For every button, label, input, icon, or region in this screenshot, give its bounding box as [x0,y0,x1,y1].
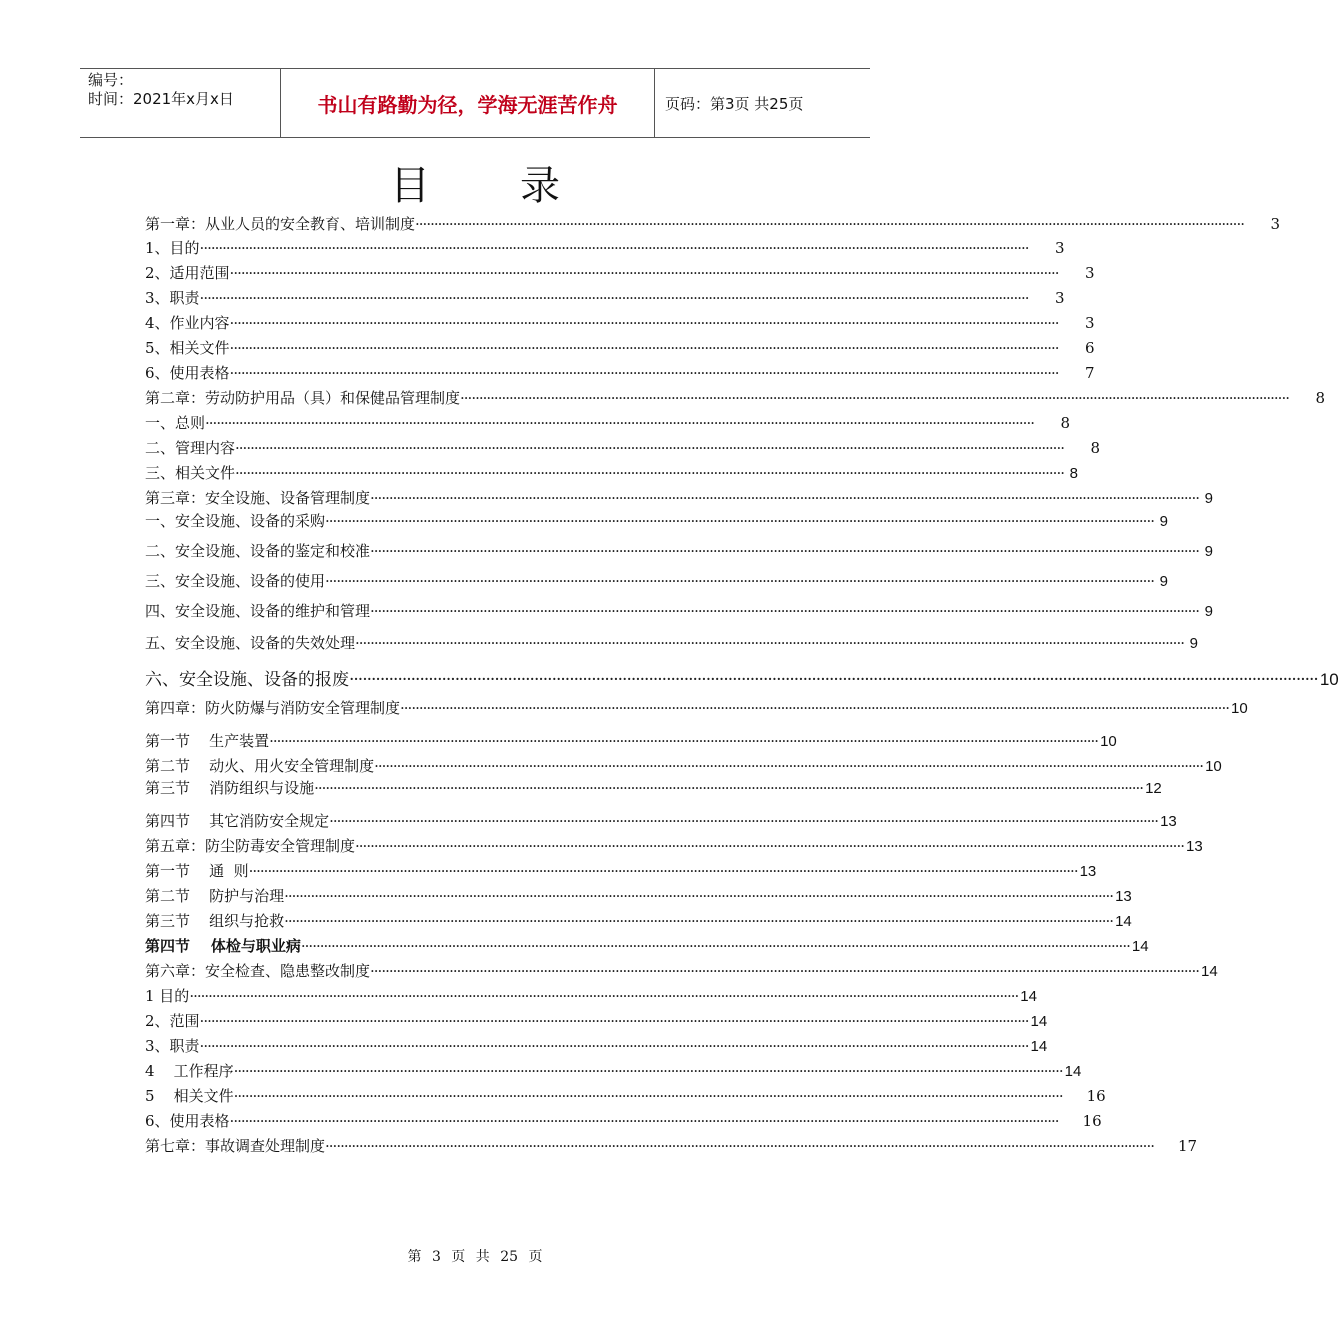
toc-leader-dots: ···························································································································································································································· [229,339,1059,357]
toc-leader-dots: ···························································································································································································································· [370,542,1199,560]
toc-entry-title: 第二节 动火、用火安全管理制度 [145,757,375,775]
toc-entry-title: 6、使用表格 [145,1112,230,1130]
toc-entry-page: 9 [1159,513,1168,530]
toc-leader-dots: ···························································································································································································································· [329,812,1159,830]
toc-entry-title: 2、范围 [145,1012,200,1030]
toc-entry[interactable] [145,213,1280,234]
toc-leader-dots: ···························································································································································································································· [235,464,1064,482]
toc-leader-dots: ···························································································································································································································· [199,239,1029,257]
toc-entry-page: 14 [1201,963,1218,980]
toc-entry[interactable] [145,287,1065,308]
toc-entry[interactable] [145,262,1095,283]
toc-entry-page: 10 [1231,700,1248,717]
toc-entry-page: 13 [1186,838,1203,855]
toc-entry-title: 三、相关文件 [145,464,236,482]
toc-entry-page: 9 [1204,603,1213,620]
toc-entry[interactable] [145,960,1218,981]
toc-leader-dots: ···························································································································································································································· [284,887,1114,905]
toc-entry-title: 第六章：安全检查、隐患整改制度 [145,962,371,980]
toc-entry[interactable] [145,337,1095,358]
toc-entry-title: 第四节 体检与职业病 [145,937,301,955]
toc-entry-page: 14 [1020,988,1037,1005]
toc-entry-page: 9 [1189,635,1198,652]
toc-entry-page: 3 [1054,239,1065,257]
toc-entry-page: 3 [1270,215,1280,233]
toc-entry-page: 7 [1084,364,1095,382]
toc-entry[interactable] [145,312,1095,333]
toc-entry[interactable] [145,237,1065,258]
header-motto: 书山有路勤为径，学海无涯苦作舟 [281,69,655,137]
toc-entry[interactable] [145,1035,1048,1056]
toc-entry-title: 5 相关文件 [145,1087,234,1105]
toc-entry-page: 13 [1079,863,1097,880]
toc-leader-dots: ···························································································································································································································· [355,837,1184,855]
toc-entry[interactable] [145,437,1100,458]
toc-leader-dots: ···························································································································································································································· [349,670,1318,690]
toc-entry-title: 第一节 生产装置 [145,732,270,750]
page-title: 目录 [390,163,650,209]
toc-leader-dots: ···························································································································································································································· [199,289,1029,307]
toc-entry[interactable] [145,910,1132,931]
toc-entry-page: 13 [1160,813,1177,830]
toc-entry-page: 8 [1060,414,1070,432]
toc-leader-dots: ···························································································································································································································· [235,439,1064,457]
toc-entry-page: 9 [1204,543,1213,560]
toc-entry-title: 三、安全设施、设备的使用 [145,572,326,590]
toc-leader-dots: ···························································································································································································································· [284,912,1114,930]
toc-leader-dots: ···························································································································································································································· [400,699,1229,717]
toc-entry[interactable] [145,487,1213,508]
toc-entry[interactable] [145,510,1168,531]
toc-entry-page: 8 [1069,465,1078,482]
toc-entry-page: 13 [1115,888,1132,905]
toc-leader-dots: ···························································································································································································································· [355,634,1184,652]
toc-entry[interactable] [145,540,1213,561]
toc-entry-title: 3、职责 [145,289,200,307]
toc-leader-dots: ···························································································································································································································· [233,1087,1063,1105]
toc-entry-page: 9 [1204,490,1213,507]
toc-entry[interactable] [145,1060,1082,1081]
toc-entry-title: 1、目的 [145,239,200,257]
toc-entry[interactable] [145,1110,1102,1131]
toc-entry[interactable] [145,1010,1048,1031]
toc-entry-title: 5、相关文件 [145,339,230,357]
toc-entry[interactable] [145,570,1168,591]
toc-entry-page: 17 [1178,1137,1198,1155]
toc-entry-title: 4、作业内容 [145,314,230,332]
toc-leader-dots: ···························································································································································································································· [370,962,1199,980]
toc-entry-title: 第三节 消防组织与设施 [145,779,315,797]
toc-leader-dots: ···························································································································································································································· [325,1137,1154,1155]
toc-entry-title: 第二节 防护与治理 [145,887,285,905]
page-footer: 第 3 页 共 25 页 [407,1249,543,1265]
toc-entry-page: 6 [1084,339,1095,357]
toc-entry[interactable] [145,362,1095,383]
toc-entry[interactable] [145,835,1203,856]
toc-entry-title: 第七章：事故调查处理制度 [145,1137,326,1155]
toc-leader-dots: ···························································································································································································································· [269,732,1099,750]
toc-leader-dots: ···························································································································································································································· [189,987,1019,1005]
toc-entry-page: 14 [1115,913,1132,930]
toc-entry[interactable] [145,885,1132,906]
toc-entry[interactable] [145,935,1149,956]
toc-entry-title: 第三节 组织与抢救 [145,912,285,930]
toc-leader-dots: ···························································································································································································································· [325,572,1154,590]
toc-entry-title: 二、安全设施、设备的鉴定和校准 [145,542,371,560]
toc-entry[interactable] [145,810,1177,831]
toc-entry-page: 3 [1054,289,1065,307]
toc-leader-dots: ···························································································································································································································· [229,264,1059,282]
toc-entry-page: 14 [1131,938,1149,955]
toc-entry[interactable] [145,462,1078,483]
toc-leader-dots: ···························································································································································································································· [374,757,1204,775]
toc-entry[interactable] [145,632,1198,653]
toc-leader-dots: ···························································································································································································································· [370,602,1199,620]
toc-leader-dots: ···························································································································································································································· [415,215,1244,233]
toc-entry[interactable] [145,697,1248,718]
toc-entry[interactable] [145,1135,1198,1156]
toc-entry[interactable] [145,755,1222,776]
toc-entry-title: 3、职责 [145,1037,200,1055]
header-page-info: 页码：第3页 共25页 [665,94,804,113]
date-label: 时间：2021年x月x日 [88,90,234,108]
toc-entry-page: 10 [1100,733,1117,750]
toc-leader-dots: ···························································································································································································································· [233,1062,1063,1080]
toc-entry-page: 3 [1084,314,1095,332]
toc-entry-page: 12 [1145,780,1162,797]
toc-leader-dots: ···························································································································································································································· [229,364,1059,382]
toc-leader-dots: ···························································································································································································································· [229,314,1059,332]
toc-entry-title: 一、安全设施、设备的采购 [145,512,326,530]
toc-entry-title: 第一节 通 则 [145,862,249,880]
toc-entry-title: 第四节 其它消防安全规定 [145,812,330,830]
toc-entry[interactable] [145,860,1097,881]
toc-leader-dots: ···························································································································································································································· [370,489,1199,507]
toc-entry-title: 4 工作程序 [145,1062,234,1080]
toc-entry-title: 第五章：防尘防毒安全管理制度 [145,837,356,855]
toc-entry-page: 10 [1319,670,1339,689]
toc-leader-dots: ···························································································································································································································· [314,779,1144,797]
toc-leader-dots: ···························································································································································································································· [248,862,1078,880]
toc-leader-dots: ···························································································································································································································· [199,1037,1029,1055]
toc-entry[interactable] [145,1085,1106,1106]
toc-entry-title: 二、管理内容 [145,439,236,457]
toc-entry[interactable] [145,985,1037,1006]
toc-entry-title: 6、使用表格 [145,364,230,382]
toc-entry-title: 1 目的 [145,987,190,1005]
toc-entry-title: 五、安全设施、设备的失效处理 [145,634,356,652]
toc-leader-dots: ···························································································································································································································· [325,512,1154,530]
toc-entry[interactable] [145,412,1070,433]
toc-entry-page: 8 [1090,439,1100,457]
toc-entry-page: 14 [1030,1038,1048,1055]
toc-entry-title: 四、安全设施、设备的维护和管理 [145,602,371,620]
toc-entry-page: 8 [1315,389,1325,407]
toc-leader-dots: ···························································································································································································································· [300,937,1130,955]
toc-entry-title: 第三章：安全设施、设备管理制度 [145,489,371,507]
toc-entry-page: 14 [1030,1013,1048,1030]
toc-leader-dots: ···························································································································································································································· [460,389,1289,407]
toc-leader-dots: ···························································································································································································································· [199,1012,1029,1030]
toc-entry-title: 第一章：从业人员的安全教育、培训制度 [145,215,416,233]
toc-entry-title: 一、总则 [145,414,206,432]
toc-entry[interactable] [145,665,1339,690]
toc-entry-title: 第二章：劳动防护用品（具）和保健品管理制度 [145,389,461,407]
toc-entry-title: 六、安全设施、设备的报废 [145,670,349,690]
toc-entry-page: 16 [1086,1087,1106,1105]
toc-entry-title: 2、适用范围 [145,264,230,282]
serial-label: 编号： [88,71,134,89]
toc-entry[interactable] [145,730,1117,751]
toc-entry-title: 第四章：防火防爆与消防安全管理制度 [145,699,401,717]
toc-entry-page: 14 [1064,1063,1082,1080]
toc-leader-dots: ···························································································································································································································· [205,414,1034,432]
toc-entry-page: 9 [1159,573,1168,590]
toc-entry[interactable] [145,600,1213,621]
toc-entry[interactable] [145,387,1325,408]
toc-entry-page: 3 [1084,264,1095,282]
toc-leader-dots: ···························································································································································································································· [229,1112,1059,1130]
toc-entry[interactable] [145,777,1162,798]
toc-entry-page: 16 [1082,1112,1102,1130]
toc-entry-page: 10 [1205,758,1222,775]
